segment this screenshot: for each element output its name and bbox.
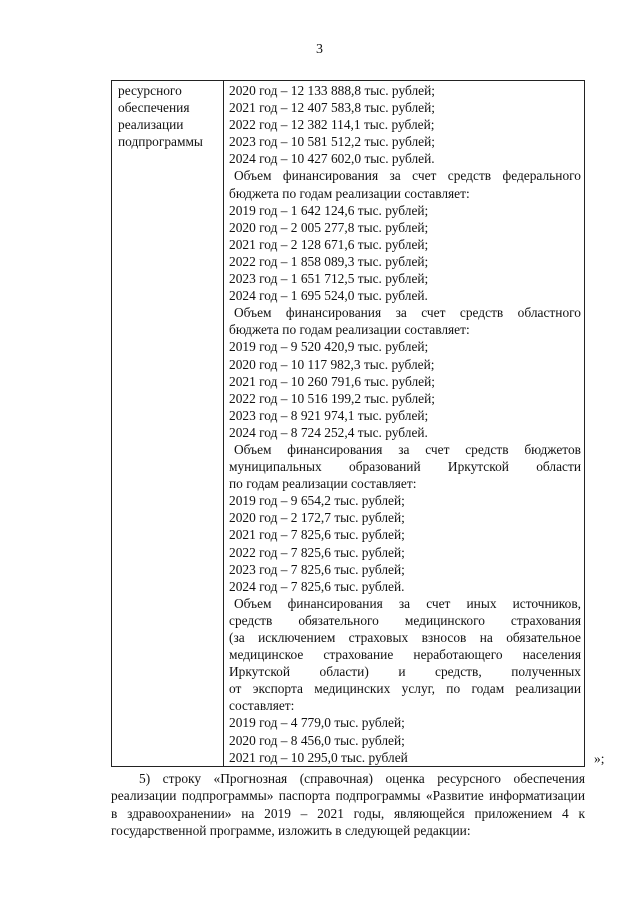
amendment-paragraph xyxy=(111,770,585,840)
financing-line: Иркутской области) и средств, полученных xyxy=(229,664,581,680)
financing-line: 2022 год – 12 382 114,1 тыс. рублей; xyxy=(229,117,435,133)
page-number: 3 xyxy=(316,42,323,57)
financing-line: 2022 год – 7 825,6 тыс. рублей; xyxy=(229,544,405,560)
financing-line: 2024 год – 1 695 524,0 тыс. рублей. xyxy=(229,288,428,304)
financing-line: 2024 год – 10 427 602,0 тыс. рублей. xyxy=(229,151,435,167)
financing-line: Объем финансирования за счет средств бюджетов xyxy=(234,441,581,457)
financing-line: Объем финансирования за счет средств областного xyxy=(234,305,581,321)
financing-line: 2020 год – 8 456,0 тыс. рублей; xyxy=(229,732,405,748)
financing-line: 2020 год – 2 005 277,8 тыс. рублей; xyxy=(229,219,429,235)
financing-line: 2024 год – 7 825,6 тыс. рублей. xyxy=(229,578,405,594)
column-divider xyxy=(223,81,224,766)
financing-line: от экспорта медицинских услуг, по годам реализации xyxy=(229,681,581,697)
financing-line: по годам реализации составляет: xyxy=(229,476,417,492)
paragraph-line: государственной программе, изложить в следующей редакции: xyxy=(111,823,471,839)
row-label-line: ресурсного xyxy=(118,83,182,98)
financing-line: бюджета по годам реализации составляет: xyxy=(229,322,470,338)
financing-line: 2021 год – 10 295,0 тыс. рублей xyxy=(229,749,408,765)
financing-line: (за исключением страховых взносов на обязательное xyxy=(229,630,581,645)
financing-line: 2019 год – 1 642 124,6 тыс. рублей; xyxy=(229,202,429,218)
financing-line: составляет: xyxy=(229,698,295,714)
financing-line: муниципальных образований Иркутской области xyxy=(229,459,581,475)
financing-line: 2020 год – 10 117 982,3 тыс. рублей; xyxy=(229,356,435,372)
passport-table xyxy=(111,80,585,767)
financing-line: 2020 год – 12 133 888,8 тыс. рублей; xyxy=(229,83,435,98)
row-label-line: подпрограммы xyxy=(118,134,203,150)
financing-line: 2021 год – 7 825,6 тыс. рублей; xyxy=(229,527,405,543)
paragraph-line: в здравоохранении» на 2019 – 2021 годы, являющейся приложением 4 к xyxy=(111,805,585,821)
financing-line: медицинское страхование неработающего населения xyxy=(229,647,581,663)
financing-line: Объем финансирования за счет иных источников, xyxy=(234,595,581,611)
financing-line: 2021 год – 12 407 583,8 тыс. рублей; xyxy=(229,100,435,116)
row-label-cell xyxy=(118,82,220,150)
financing-line: 2019 год – 9 654,2 тыс. рублей; xyxy=(229,493,405,509)
row-value-cell xyxy=(229,82,581,766)
financing-line: бюджета по годам реализации составляет: xyxy=(229,185,470,201)
row-label-line: обеспечения xyxy=(118,100,190,116)
financing-line: 2023 год – 10 581 512,2 тыс. рублей; xyxy=(229,134,435,150)
financing-line: 2020 год – 2 172,7 тыс. рублей; xyxy=(229,510,405,526)
financing-line: 2021 год – 10 260 791,6 тыс. рублей; xyxy=(229,373,435,389)
financing-line: 2019 год – 4 779,0 тыс. рублей; xyxy=(229,715,405,731)
paragraph-line: реализации подпрограммы» паспорта подпрограммы «Развитие информатизации xyxy=(111,788,585,804)
financing-line: 2023 год – 7 825,6 тыс. рублей; xyxy=(229,561,405,577)
paragraph-line: 5) строку «Прогнозная (справочная) оценка ресурсного обеспечения xyxy=(139,771,585,786)
financing-line: Объем финансирования за счет средств федерального xyxy=(234,168,581,184)
financing-line: 2021 год – 2 128 671,6 тыс. рублей; xyxy=(229,236,429,252)
financing-line: 2023 год – 1 651 712,5 тыс. рублей; xyxy=(229,271,429,287)
financing-line: 2019 год – 9 520 420,9 тыс. рублей; xyxy=(229,339,429,355)
financing-line: 2023 год – 8 921 974,1 тыс. рублей; xyxy=(229,407,429,423)
financing-line: 2022 год – 10 516 199,2 тыс. рублей; xyxy=(229,390,435,406)
financing-line: 2022 год – 1 858 089,3 тыс. рублей; xyxy=(229,253,429,269)
financing-line: средств обязательного медицинского страхования xyxy=(229,612,581,628)
row-label-line: реализации xyxy=(118,117,184,133)
financing-line: 2024 год – 8 724 252,4 тыс. рублей. xyxy=(229,424,428,440)
closing-quote-mark: »; xyxy=(594,751,605,766)
